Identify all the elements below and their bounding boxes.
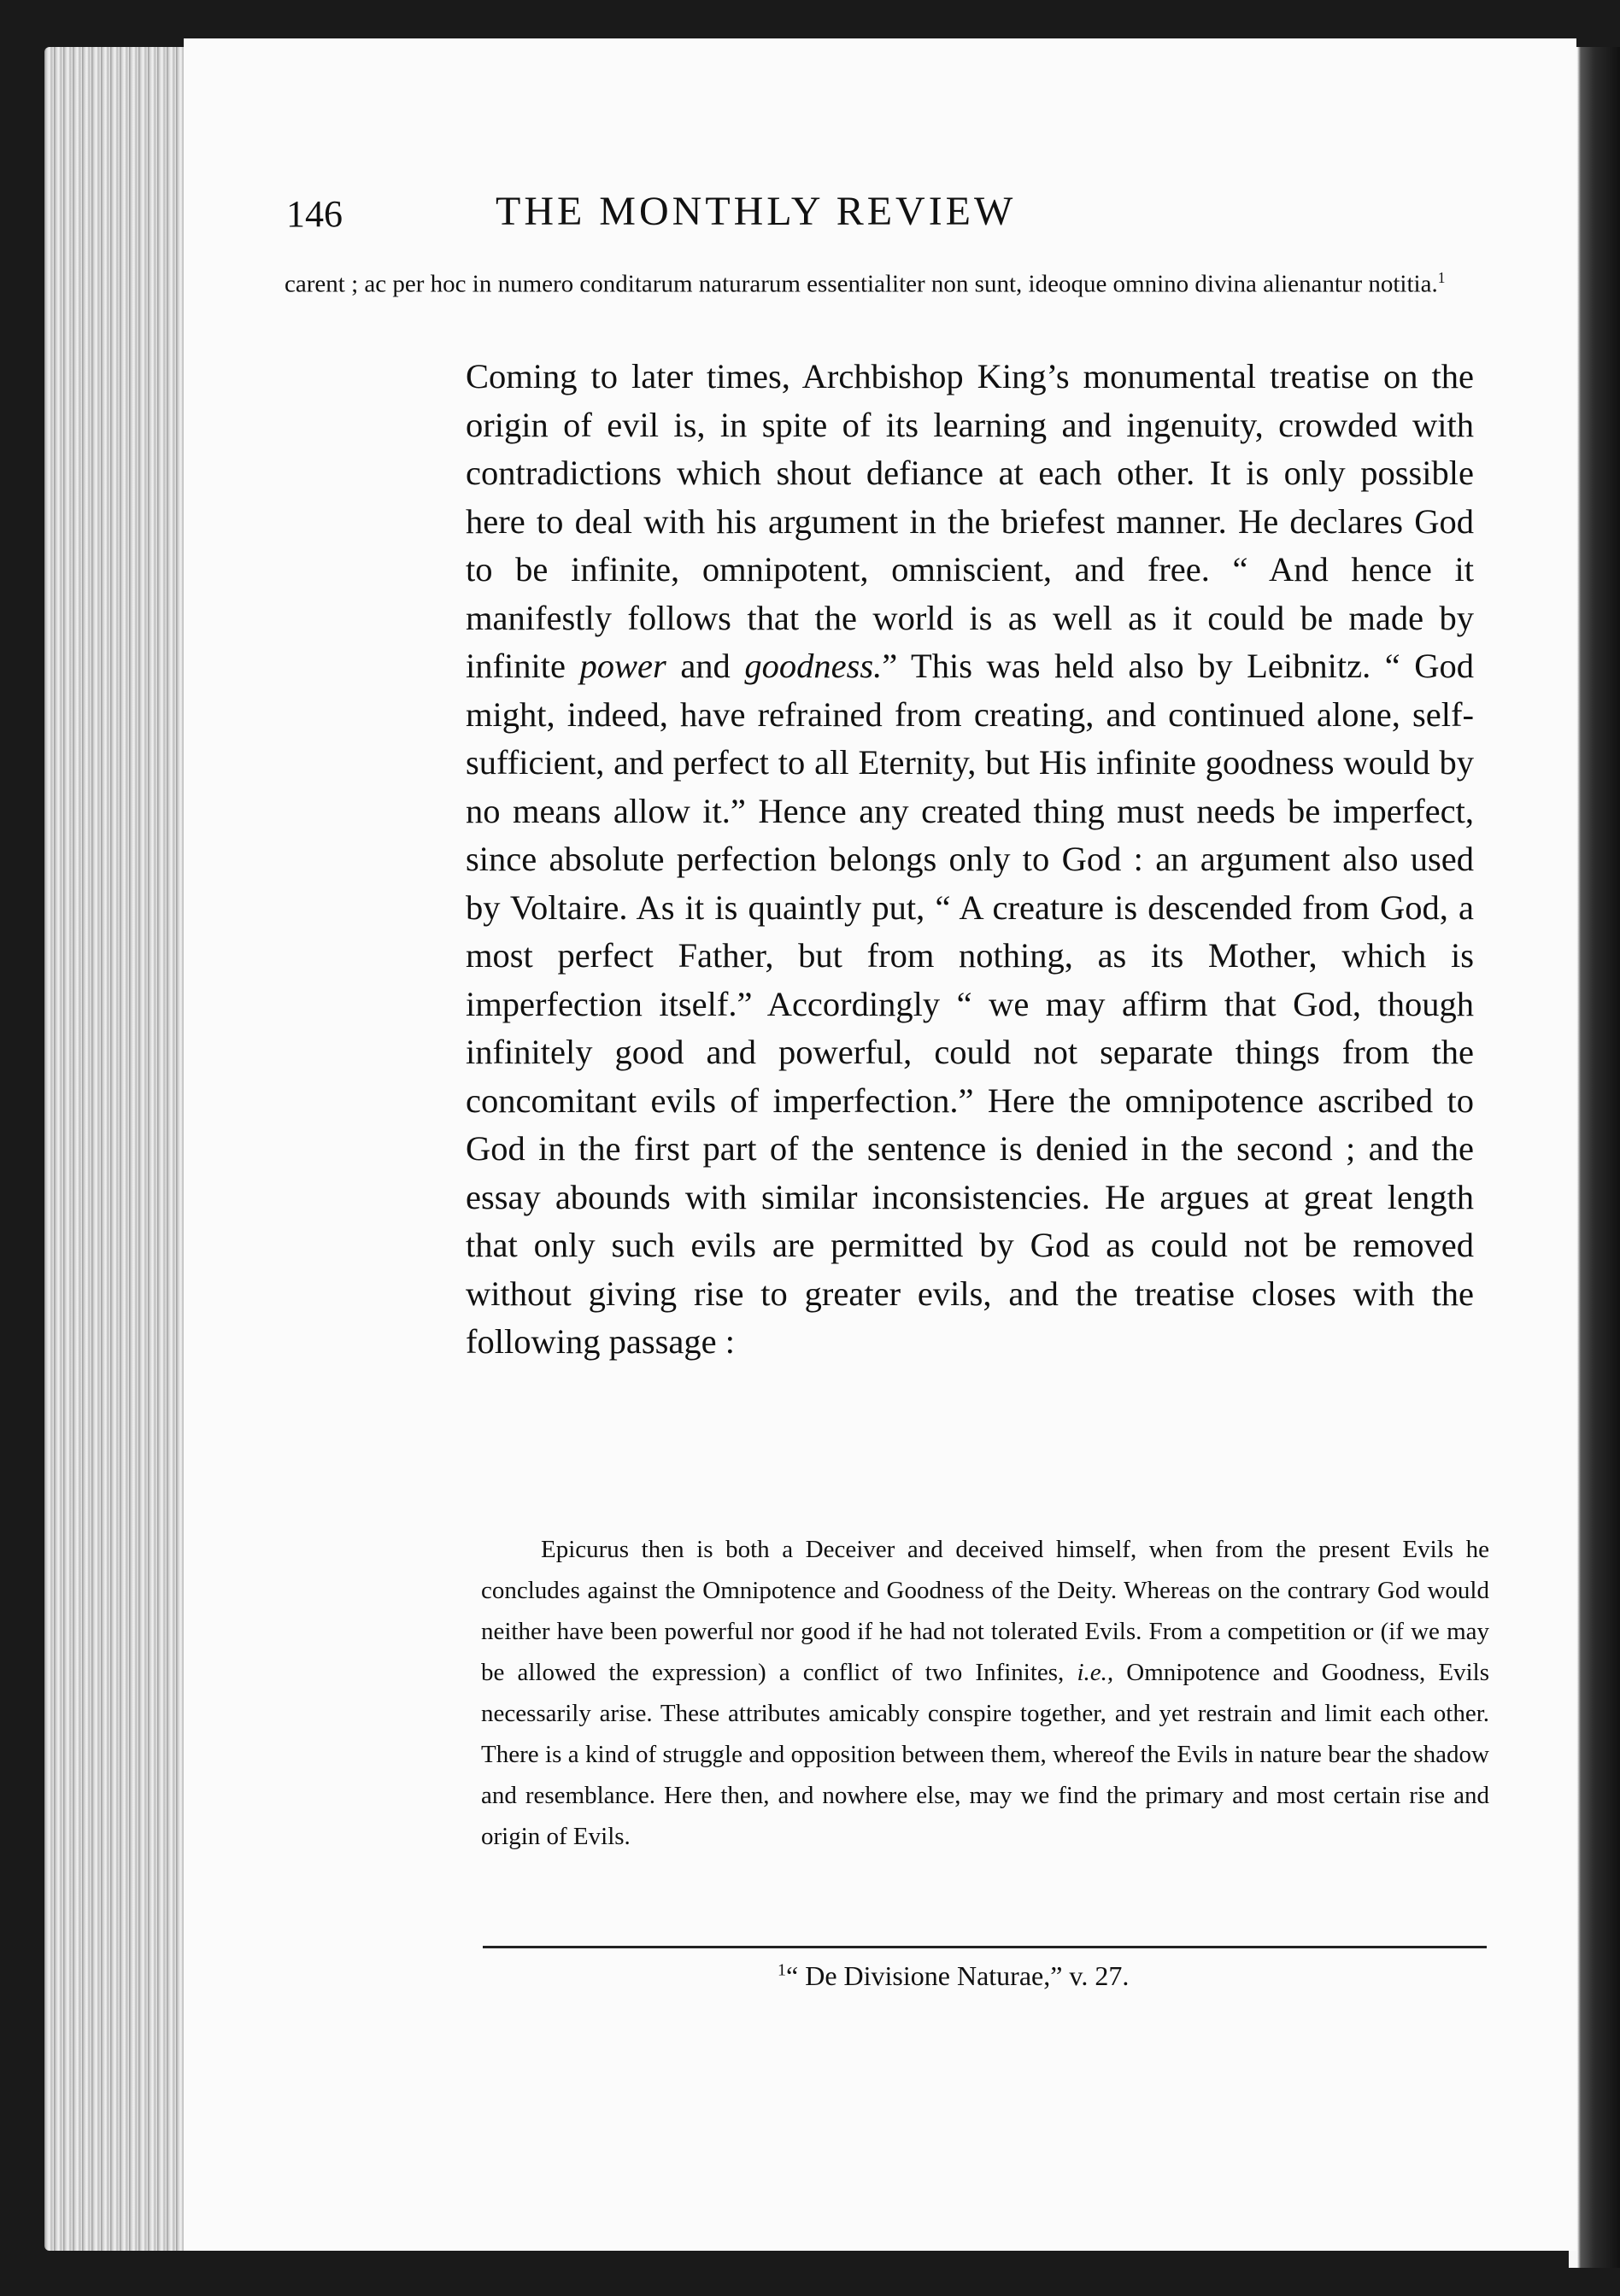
block-quotation [481, 1529, 1489, 1857]
page-number: 146 [286, 193, 343, 235]
footnote-reference: 1 [1437, 269, 1446, 286]
quotation-text-start: Epicurus then is both a Deceiver and deceived himself, when from the present Evils he concludes against the Omnipotence and Goodness of the Deity. Whereas on the contrary God would neither have been powerful nor good if he had not tolerated Evils. From a competition or (if we may be allowed the expression) a conflict of two Infinites, [481, 1536, 1489, 1686]
latin-text: carent ; ac per hoc in numero conditarum naturarum essentialiter non sunt, ideoque omnino divina alienantur notitia. [285, 270, 1438, 298]
footnote-text: “ De Divisione Naturae,” v. 27. [786, 1960, 1130, 1991]
book-spine-edges [44, 47, 194, 2251]
footnote-rule [483, 1946, 1487, 1948]
continued-latin-text [285, 261, 1476, 302]
italic-power: power [579, 647, 666, 685]
paragraph-text-start: Coming to later times, Archbishop King’s monumental treatise on the origin of evil is, in spite of its learning and ingenuity, crowded with contradictions which shout defiance at each other. It is only possible here to deal with his argument in the briefest manner. He declares God to be infinite, omnipotent, omniscient, and free. “ And hence it manifestly follows that the world is as well as it could be made by infinite [466, 357, 1474, 685]
quotation-text-rest: Omnipotence and Goodness, Evils necessarily arise. These attributes amicably conspire together, and yet restrain and limit each other. There is a kind of struggle and opposition between them, whereof the Evils in nature bear the shadow and resemblance. Here then, and nowhere else, may we find the primary and most certain rise and origin of Evils. [481, 1659, 1490, 1850]
main-paragraph [466, 353, 1474, 1367]
paragraph-text-rest: ” This was held also by Leibnitz. “ God might, indeed, have refrained from creating, and continued alone, self-sufficient, and perfect to all Eternity, but His infinite goodness would by no means allow it.” Hence any created thing must needs be imperfect, since absolute perfection belongs only to God : an argument also used by Voltaire. As it is quaintly put, “ A creature is descended from God, a most perfect Father, but from nothing, as its Mother, which is imperfection itself.” Accordingly “ we may affirm that God, though infinitely good and powerful, could not separate things from the concomitant evils of imperfection.” Here the omnipotence ascribed to God in the first part of the sentence is denied in the second ; and the essay abounds with similar inconsistencies. He argues at great length that only such evils are permitted by God as could not be removed without giving rise to greater evils, and the treatise closes with the following passage : [466, 647, 1475, 1361]
italic-goodness: goodness. [744, 647, 883, 685]
book-right-edge [1569, 47, 1620, 2268]
footnote-mark: 1 [778, 1960, 786, 1980]
footnote [778, 1960, 1129, 1992]
running-title: THE MONTHLY REVIEW [496, 189, 1017, 234]
paragraph-text-and: and [680, 647, 731, 685]
running-header [286, 149, 1260, 235]
italic-ie: i.e., [1077, 1659, 1114, 1686]
